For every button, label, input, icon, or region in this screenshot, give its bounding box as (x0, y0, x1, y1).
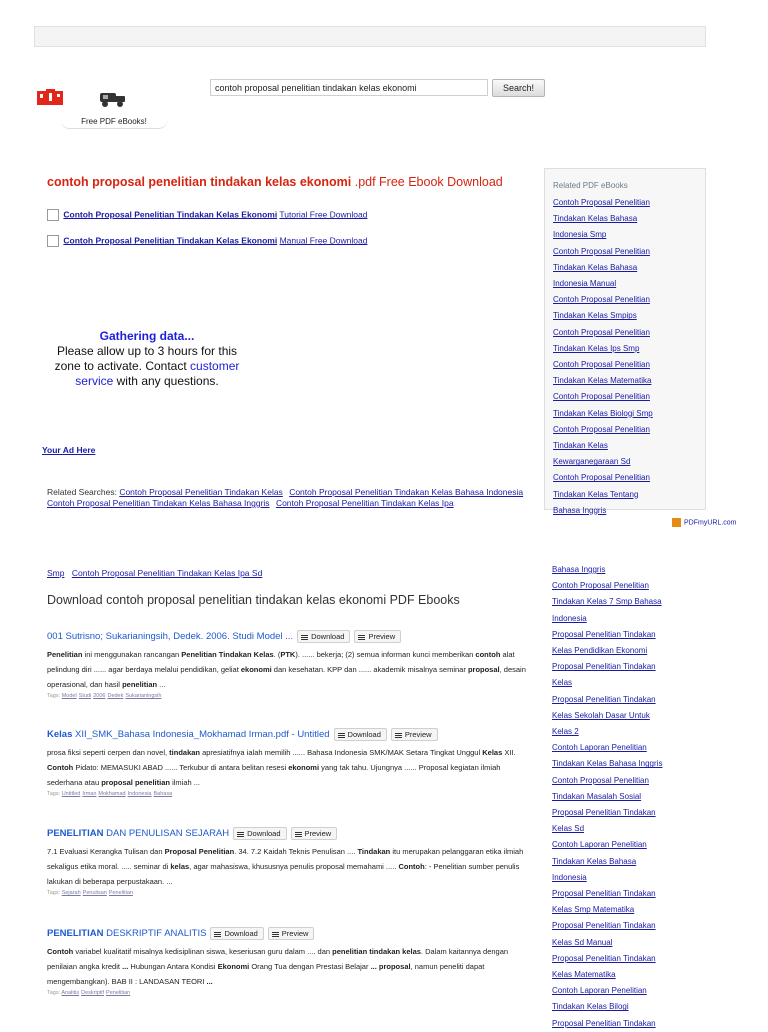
sidebar-link[interactable]: Tindakan Kelas Bahasa (553, 262, 638, 272)
sidebar-link[interactable]: Proposal Penelitian Tindakan (552, 889, 656, 899)
result-tags (47, 990, 537, 996)
sidebar-link[interactable]: Contoh Proposal Penelitian (552, 775, 649, 785)
sidebar-link[interactable]: Contoh Proposal Penelitian (553, 392, 650, 402)
result-title-bold[interactable]: PENELITIAN (47, 928, 104, 939)
customer-service-link[interactable]: customer service (75, 359, 240, 388)
snippet-text: yang tak tahu. Ujungnya ...... Proposal kegiatan ilmiah sederhana atau (47, 763, 501, 787)
sidebar-link[interactable]: Tindakan Kelas (553, 441, 608, 451)
tag-link[interactable]: Bahasa (153, 791, 173, 797)
ad-placeholder-text: Please allow up to 3 hours for this zone to activate. Contact (54, 344, 238, 373)
tags-label: Tags: (47, 890, 61, 896)
ad-placeholder-title: Gathering data... (99, 329, 195, 343)
sidebar-link[interactable]: Indonesia (552, 613, 587, 623)
sidebar-link[interactable]: Indonesia Manual (553, 279, 617, 289)
sidebar-link[interactable]: Bahasa Inggris (552, 565, 606, 574)
tagline: Free PDF eBooks! (60, 115, 168, 129)
sidebar-links (553, 195, 697, 519)
download-row (47, 235, 367, 249)
snippet-highlight: Penelitian Tindakan Kelas (181, 650, 274, 659)
related-pdf-sidebar-continued (552, 562, 706, 1028)
tags-label: Tags: (47, 990, 61, 996)
preview-label: Preview (368, 631, 396, 641)
result-title[interactable] (47, 727, 537, 743)
sidebar-link[interactable]: Contoh Proposal Penelitian (553, 424, 650, 434)
snippet-text: Hubungan Antara Kondisi (128, 962, 218, 971)
pdfmyurl-icon (672, 518, 681, 527)
preview-button[interactable] (268, 927, 315, 940)
search-input[interactable] (210, 79, 488, 96)
tag-link[interactable]: Untitled (61, 791, 81, 797)
tag-link[interactable]: Penulisan (82, 890, 107, 896)
preview-button[interactable] (354, 630, 401, 643)
sidebar-heading: Related PDF eBooks (553, 181, 628, 190)
preview-label: Preview (304, 828, 332, 838)
result-tags (47, 791, 537, 797)
snippet-highlight: penelitian tindakan kelas (332, 947, 421, 956)
related-search-link[interactable]: Contoh Proposal Penelitian Tindakan Kelas Ipa Sd (71, 568, 263, 578)
sidebar-link[interactable]: Tindakan Kelas Bahasa (553, 214, 638, 224)
result-title[interactable] (47, 826, 537, 842)
snippet-text: . ( (273, 650, 281, 659)
tags-label: Tags: (47, 693, 61, 699)
search-result (47, 926, 537, 996)
sidebar-link[interactable]: Tindakan Kelas Matematika (553, 376, 652, 386)
result-title-text[interactable]: DAN PENULISAN SEJARAH (103, 828, 230, 839)
sidebar-link[interactable]: Tindakan Kelas 7 Smp Bahasa (552, 597, 662, 607)
snippet-highlight: contoh (475, 650, 501, 659)
snippet-highlight: Tindakan (357, 847, 391, 856)
related-searches (47, 487, 537, 509)
sidebar-link[interactable]: Kelas Matematika (552, 970, 616, 980)
car-icon[interactable] (97, 88, 127, 108)
snippet-text: . Dalam kaitannya dengan penilaian angka kredit (47, 947, 509, 971)
download-icon (214, 932, 221, 937)
sidebar-link[interactable]: Tindakan Kelas Ips Smp (553, 343, 640, 353)
preview-icon (358, 635, 365, 640)
result-snippet (47, 844, 537, 889)
snippet-text: , namun peneliti dapat mengembangkan). BAB II : LANDASAN TEORI (47, 962, 485, 986)
sidebar-link[interactable]: Proposal Penelitian Tindakan (552, 629, 656, 639)
tag-link[interactable]: 2006 (93, 693, 106, 699)
snippet-text: ini menggunakan rancangan (82, 650, 182, 659)
sidebar-link[interactable]: Indonesia Smp (553, 230, 607, 240)
snippet-text: dan kesehatan. KPP dan ...... akademik misalnya seminar (271, 665, 468, 674)
preview-label: Preview (281, 928, 309, 938)
snippet-text: , desain operasional, dan hasil (47, 665, 526, 689)
sidebar-link[interactable]: Tindakan Masalah Sosial (552, 791, 642, 801)
preview-icon (395, 733, 402, 738)
snippet-highlight: Penelitian (47, 650, 83, 659)
snippet-highlight: penelitian (122, 680, 158, 689)
snippet-text: 7.1 Evaluasi Kerangka Tulisan dan (47, 847, 165, 856)
sidebar-link[interactable]: Proposal Penelitian Tindakan (552, 921, 656, 931)
search-result (47, 727, 537, 797)
sidebar-link[interactable]: Kelas Sd (552, 824, 585, 834)
download-icon (237, 832, 244, 837)
preview-button[interactable] (291, 827, 338, 840)
sidebar-link[interactable]: Contoh Proposal Penelitian (553, 198, 650, 207)
related-pdf-sidebar (544, 168, 706, 515)
related-search-link[interactable]: Contoh Proposal Penelitian Tindakan Kelas (119, 487, 283, 497)
sidebar-link[interactable]: Contoh Laporan Penelitian (552, 743, 647, 753)
sidebar-link[interactable]: Contoh Proposal Penelitian (552, 581, 649, 591)
tag-link[interactable]: Analitis (61, 990, 80, 996)
result-snippet (47, 944, 537, 989)
snippet-highlight: Proposal Penelitian (164, 847, 235, 856)
tag-link[interactable]: Penelitian (106, 990, 131, 996)
snippet-text: Orang Tua dengan Prestasi Belajar (249, 962, 371, 971)
snippet-highlight: Contoh (398, 862, 425, 871)
sidebar-link[interactable]: Kelas Sd Manual (552, 937, 613, 947)
tag-link[interactable]: Penelitian (108, 890, 133, 896)
top-banner-bar (34, 26, 706, 47)
tag-link[interactable]: Dedek (107, 693, 124, 699)
snippet-text: variabel kualitatif misalnya kedisiplinan siswa, keseriusan guru dalam .... dan (73, 947, 333, 956)
sidebar-link[interactable]: Proposal Penelitian Tindakan (552, 953, 656, 963)
snippet-text: XII. (502, 748, 516, 757)
preview-button[interactable] (391, 728, 438, 741)
download-label: Download (347, 729, 381, 739)
sidebar-link[interactable]: Contoh Proposal Penelitian (553, 295, 650, 305)
snippet-highlight: ekonomi (288, 763, 320, 772)
tags-label: Tags: (47, 791, 61, 797)
ad-placeholder (47, 329, 247, 389)
result-title[interactable] (47, 926, 537, 942)
result-title-bold[interactable]: Kelas (47, 729, 73, 740)
snippet-text: , agar mahasiswa, khususnya penulis proposal memahami ..... (189, 862, 399, 871)
snippet-highlight: Contoh (47, 763, 74, 772)
related-searches-continued (47, 568, 267, 578)
tag-link[interactable]: Model (61, 693, 77, 699)
tag-link[interactable]: Indonesia (127, 791, 152, 797)
tag-link[interactable]: Sejarah (61, 890, 81, 896)
download-button[interactable] (297, 630, 350, 643)
snippet-highlight: Ekonomi (217, 962, 250, 971)
snippet-highlight: PTK (280, 650, 296, 659)
sidebar-link[interactable]: Kelas Sekolah Dasar Untuk (552, 710, 650, 720)
download-link-title[interactable]: Contoh Proposal Penelitian Tindakan Kelas Ekonomi (63, 209, 278, 220)
snippet-text: alat pelindung diri ...... agar berdaya melalui pendidikan, geliat (47, 650, 515, 674)
ad-placeholder-text-end: with any questions. (116, 374, 219, 388)
download-button[interactable] (334, 728, 387, 741)
download-label: Download (224, 928, 258, 938)
preview-label: Preview (404, 729, 432, 739)
tag-link[interactable]: Deskriptif (81, 990, 105, 996)
sidebar-link[interactable]: Proposal Penelitian Tindakan (552, 694, 656, 704)
tag-link[interactable]: Sukarianingsih (125, 693, 162, 699)
related-search-link[interactable]: Contoh Proposal Penelitian Tindakan Kelas Bahasa Inggris (47, 498, 270, 508)
page-title-suffix: .pdf Free Ebook Download (354, 175, 503, 189)
snippet-highlight: ... proposal (370, 962, 411, 971)
download-checkbox[interactable] (47, 235, 59, 247)
snippet-text: itu merupakan pelanggaran etika ilmiah sekaligus etika moral. ..... seminar di (47, 847, 524, 871)
results-heading: Download contoh proposal penelitian tindakan kelas ekonomi PDF Ebooks (47, 593, 460, 607)
sidebar-link[interactable]: Tindakan Kelas Bahasa (552, 856, 637, 866)
page-title-query: contoh proposal penelitian tindakan kelas ekonomi (47, 175, 352, 189)
download-link-title[interactable]: Contoh Proposal Penelitian Tindakan Kelas Ekonomi (63, 235, 278, 246)
result-title[interactable] (47, 629, 537, 645)
result-title-text[interactable]: 001 Sutrisno; Sukarianingsih, Dedek. 2006. Studi Model ... (47, 631, 294, 642)
sidebar-link[interactable]: Kelas (552, 678, 573, 688)
download-checkbox[interactable] (47, 209, 59, 221)
snippet-highlight: Kelas (482, 748, 503, 757)
result-snippet (47, 647, 537, 692)
search-button[interactable]: Search! (492, 79, 545, 97)
preview-icon (272, 932, 279, 937)
sidebar-link[interactable]: Kewarganegaraan Sd (553, 457, 631, 467)
snippet-text: apresiatifnya ialah memilih ...... Bahasa Indonesia SMK/MAK Setara Tingkat Unggul (200, 748, 483, 757)
search-result (47, 826, 537, 896)
sidebar-link[interactable]: Tindakan Kelas Bilogi (552, 1002, 629, 1012)
sidebar-link[interactable]: Proposal Penelitian Tindakan (552, 808, 656, 818)
sidebar-link[interactable]: Tindakan Kelas Tentang (553, 489, 639, 499)
snippet-text: . 34. 7.2 Kaidah Teknis Penulisan .... (234, 847, 358, 856)
sidebar-link[interactable]: Contoh Laporan Penelitian (552, 986, 647, 996)
snippet-highlight: tindakan (169, 748, 200, 757)
sidebar-link[interactable]: Proposal Penelitian Tindakan (552, 1018, 656, 1028)
result-title-text[interactable]: XII_SMK_Bahasa Indonesia_Mokhamad Irman.pdf - Untitled (72, 729, 330, 740)
sidebar-link[interactable]: Kelas Pendidikan Ekonomi (552, 646, 648, 656)
download-label: Download (247, 828, 281, 838)
snippet-highlight: Contoh (47, 947, 74, 956)
pdf-logo-icon[interactable] (37, 89, 63, 107)
sidebar-link[interactable]: Contoh Proposal Penelitian (553, 246, 650, 256)
sidebar-links (552, 562, 706, 1032)
sidebar-link[interactable]: Contoh Proposal Penelitian (553, 360, 650, 370)
snippet-highlight: kelas (170, 862, 190, 871)
sidebar-link[interactable]: Tindakan Kelas Smpips (553, 311, 637, 321)
pdfmyurl-label: PDFmyURL.com (684, 519, 737, 527)
result-tags (47, 693, 537, 699)
pdfmyurl-badge[interactable] (672, 518, 737, 527)
related-searches-label: Related Searches: (47, 487, 117, 497)
related-search-link[interactable]: Smp (47, 568, 65, 578)
snippet-highlight: ... (122, 962, 129, 971)
download-icon (338, 733, 345, 738)
related-search-link[interactable]: Contoh Proposal Penelitian Tindakan Kelas Ipa (275, 498, 454, 508)
search-result (47, 629, 537, 699)
download-button[interactable] (210, 927, 263, 940)
sidebar-link[interactable]: Tindakan Kelas Bahasa Inggris (552, 759, 663, 769)
snippet-highlight: proposal (467, 665, 500, 674)
snippet-text: : - Penelitian sumber penulis lakukan di beberapa perpustakaan. ... (47, 862, 520, 886)
sidebar-link[interactable]: Contoh Proposal Penelitian (553, 327, 650, 337)
download-row (47, 209, 367, 223)
preview-icon (295, 832, 302, 837)
sidebar-link[interactable]: Contoh Laporan Penelitian (552, 840, 647, 850)
sidebar-link[interactable]: Contoh Proposal Penelitian (553, 473, 650, 483)
download-label: Download (311, 631, 345, 641)
download-icon (301, 635, 308, 640)
page-title (47, 175, 537, 189)
result-title-text[interactable]: DESKRIPTIF ANALITIS (103, 928, 207, 939)
snippet-highlight: ... (206, 977, 213, 986)
tag-link[interactable]: Studi (78, 693, 92, 699)
download-button[interactable] (233, 827, 286, 840)
result-title-bold[interactable]: PENELITIAN (47, 828, 104, 839)
snippet-text: prosa fiksi seperti cerpen dan novel, (47, 748, 170, 757)
snippet-highlight: ekonomi (240, 665, 272, 674)
sidebar-link[interactable]: Bahasa Inggris (553, 505, 607, 515)
result-snippet (47, 745, 537, 790)
snippet-text: Pidato: MEMASUKI ABAD ...... Terkubur di antara belitan resesi (73, 763, 289, 772)
related-search-link[interactable]: Contoh Proposal Penelitian Tindakan Kelas Bahasa Indonesia (289, 487, 524, 497)
sidebar-link[interactable]: Tindakan Kelas Biologi Smp (553, 408, 653, 418)
sidebar-link[interactable]: Proposal Penelitian Tindakan (552, 662, 656, 672)
sidebar-link[interactable]: Kelas 2 (552, 727, 579, 737)
sidebar-link[interactable]: Indonesia (552, 872, 587, 882)
snippet-text: ilmiah ... (169, 778, 200, 787)
tag-link[interactable]: Irman (82, 791, 97, 797)
download-link-suffix[interactable]: Tutorial Free Download (279, 209, 368, 220)
snippet-highlight: proposal penelitian (101, 778, 170, 787)
download-link-suffix[interactable]: Manual Free Download (279, 235, 368, 246)
snippet-text: ). ...... bekerja; (2) semua informan kunci memberikan (295, 650, 476, 659)
tag-link[interactable]: Mokhamad (98, 791, 126, 797)
your-ad-here-link[interactable]: Your Ad Here (42, 445, 96, 455)
snippet-text: ... (157, 680, 166, 689)
result-tags (47, 890, 537, 896)
sidebar-link[interactable]: Kelas Smp Matematika (552, 905, 635, 915)
